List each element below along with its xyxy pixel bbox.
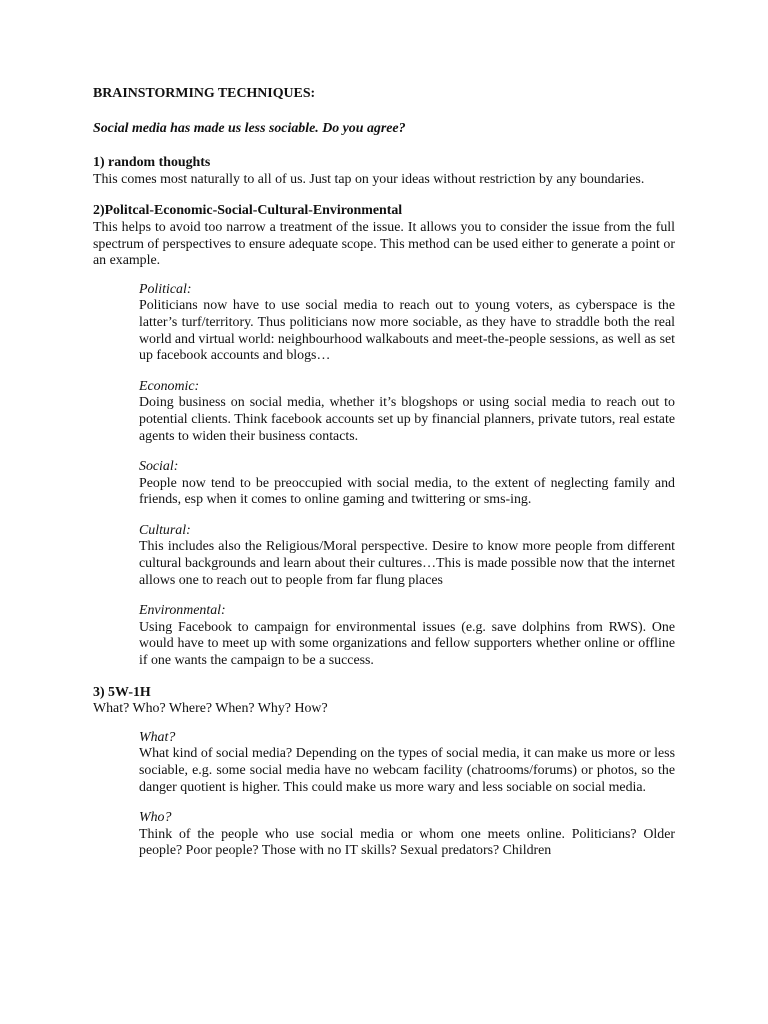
section-pesce: [93, 203, 675, 669]
subsection-social: [139, 459, 675, 509]
subsection-text: Using Facebook to campaign for environmental issues (e.g. save dolphins from RWS). One would have to meet up with some organizations and fellow supporters whether online or offline if one wants the campaign to be a success.: [139, 619, 675, 669]
subsection-cultural: [139, 523, 675, 589]
subsection-title: Political:: [139, 281, 192, 297]
subsection-title: Social:: [139, 459, 179, 475]
section-text: This helps to avoid too narrow a treatment of the issue. It allows you to consider the issue from the full spectrum of perspectives to ensure adequate scope. This method can be used either to generate a point or an example.: [93, 219, 675, 269]
document-body: [93, 86, 675, 860]
subsection-what: [139, 730, 675, 796]
subsection-text: What kind of social media? Depending on the types of social media, it can make us more or less sociable, e.g. some social media have no webcam facility (chatrooms/forums) or photos, so the danger quotient is higher. This could make us more wary and less sociable on social media.: [139, 746, 675, 795]
subsection-title: Economic:: [139, 378, 200, 394]
subsection-title: Cultural:: [139, 522, 191, 538]
section-title: 1) random thoughts: [93, 155, 211, 171]
essay-question: Social media has made us less sociable. Do you agree?: [93, 120, 406, 136]
section-text: This comes most naturally to all of us. Just tap on your ideas without restriction by any boundaries.: [93, 171, 645, 187]
section-text: What? Who? Where? When? Why? How?: [93, 701, 328, 717]
subsection-political: [139, 282, 675, 365]
subsection-title: Environmental:: [139, 603, 226, 619]
subsection-title: Who?: [139, 810, 172, 826]
subsection-who: [139, 810, 675, 860]
subsection-title: What?: [139, 729, 176, 745]
subsection-text: People now tend to be preoccupied with social media, to the extent of neglecting family and friends, esp when it comes to online gaming and twittering or sms-ing.: [139, 475, 675, 508]
subsection-text: This includes also the Religious/Moral perspective. Desire to know more people from different cultural backgrounds and learn about their cultures…This is made possible now that the internet allows one to reach out to people from far flung places: [139, 539, 675, 588]
section-title: 2)Politcal-Economic-Social-Cultural-Environmental: [93, 203, 403, 219]
subsection-text: Doing business on social media, whether it’s blogshops or using social media to reach out to potential clients. Think facebook accounts set up by financial planners, private tutors, real estate agents to widen their business contacts.: [139, 395, 675, 444]
section-title: 3) 5W-1H: [93, 684, 151, 700]
document-heading: BRAINSTORMING TECHNIQUES:: [93, 86, 316, 101]
subsection-text: Think of the people who use social media or whom one meets online. Politicians? Older people? Poor people? Those with no IT skills? Sexual predators? Children: [139, 826, 675, 859]
subsection-environmental: [139, 603, 675, 669]
section-5w1h: [93, 685, 675, 860]
subsection-text: Politicians now have to use social media to reach out to young voters, as cyberspace is the latter’s turf/territory. Thus politicians now more sociable, as they have to straddle both the real world and virtual world: neighbourhood walkabouts and meet-the-people sessions, as well as set up facebook accounts and blogs…: [139, 298, 675, 364]
section-random-thoughts: [93, 155, 675, 188]
subsection-economic: [139, 379, 675, 445]
